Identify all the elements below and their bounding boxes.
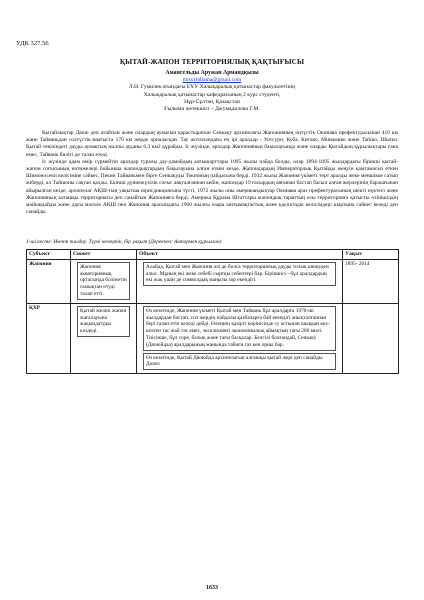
cell-subject: Жапония <box>27 259 71 303</box>
object-box: Алайда, Қытай мен Жапония әлі де болса территориялық дауды толық шешуден алыс. Мұның екі жеке себебі сыртқы себептері бар. Біріншісі - бұл аралдардың екі жақ үшін де символдық маңызы зор екендігі. <box>143 262 336 286</box>
plot-box: Жапония акваториянық ортасында болінетін сызықтан өтуді талап етті. <box>77 262 130 300</box>
header-subject: Субъект <box>27 250 71 260</box>
author-block <box>0 70 424 113</box>
paragraph-1: Қытайлықтар Дяою деп атайтын және олардың аумағын қарастыратын Сенкаку архипелагы Жапонияның оңтүстік Окинава префектурасынан 410 км және Тайваньдан солтүстік-шығыста 170 км жерде орналасқан. Тау жотасындағы ең ірі аралдар - Уотсури, Куба, Китако, Минамико және Тайшо. Шығыс Қытай теңізіндегі дауды аумақтың жалпы ауданы 6,3 км2 құрайды. Іс жүзінде, аралдар Жапонияның бақылауында және оларды Қытайдың құрылықтары ғана емес, Тайвань билігі де талап етеді. <box>26 130 398 158</box>
header-time: Уақыт <box>343 250 399 260</box>
table-row <box>27 259 399 303</box>
table-row <box>27 303 399 373</box>
cell-time <box>343 303 399 373</box>
author-location: Нұр-Сұлтан, Қазақстан <box>184 98 240 105</box>
udk-code: УДК 327.56 <box>16 40 49 47</box>
paragraph-2: Іс жүзінде адам өмір сүрмейтін аралдар туралы дау-дамайдың алғышарттары 1895 жылы пайда болды, олар 1894-1895 жылдардағы бірінші қытай-жапон соғысының нәтижелері бойынша жапондықтардың бақылауына алған еткен кезде. Жапондардың Императорлық Қытайды жеңуін қамтамасыз еткен Шимоносеки келісіміне сәйкес, Пекин Тайваньмен бірге Сенкакуды Токионың пайдасына берді. 1932 жылы Жапония үкіметі төрт аралды жеке меншікке сатып жіберді, ал Тайшоны сақтап қалды. Екінші дүниежүзілік соғыс аяқталғаннан кейін, жапондар 19 ғасырдың аяғынан бастап басып алған жерлерінің барлығынан айырылған кезде, архипелаг АҚШ-тың уақытша юрисдикциясына түсті, 1972 жылы оны американдықтар Окинава араз префектурасының шекті нүктесі және Жапонияның алғашқы территориясы деп санайтын Жапонияға берді. Америка Құрама Штаттары жапондық тараптың осы территорияға қатысты өтінішілдің мойындайды және дауы мәселе АҚШ пен Жапония арасындағы 1960 жылғы өзара ынтымақтастық және қауіпсіздік келісімдері шартына сәйкес келеді деп санайды. <box>26 158 398 216</box>
table-caption: 1-ші кесте. Ивент талдау. Түрлі кезеңтік, бір уақыт (Дереккөз: Автормен құрылған) <box>26 239 222 245</box>
cell-plot <box>71 259 137 303</box>
cell-object <box>137 259 343 303</box>
author-affiliation-2: Халықаралық қатынастар кафедрасының 2 курс студенті, <box>143 91 281 98</box>
header-plot: Сюжет <box>71 250 137 260</box>
cell-subject: ҚХР <box>27 303 71 373</box>
author-name: Амангельды Аружан Армандқызы <box>165 70 259 76</box>
object-box-continued: Өз кезегінде, Қытай Дяоюйда архипелагын алғашқы қытай жері деп санайды. Дәлел <box>143 353 336 371</box>
table-header-row <box>27 250 399 260</box>
body-text <box>26 130 398 216</box>
object-box: Өз кезегінде, Жапония үкіметі Қытай мен Тайвань бұл аралдарға 1970-ші жылдардан бастап, сол жердің пайдалы қазбаларға бай екендігі анықталғаннан бері талап етіп келеді дейді. Өлеңнің қазіргі көрінісінде су астынан шыққан кез-келген тас жай тас емес, эксклюзивті экономикалық аймақтың тағы 200 милі. Тиісінше, бұл соре, балық және тағы басқалар. Белгілі болғандай, Сенкаку (Дяоюйдаа) аралдарының жанында табиғи газ кен орны бар. <box>143 306 336 351</box>
author-email[interactable]: miss16dlama@gmail.com <box>182 77 242 84</box>
event-analysis-table <box>26 249 399 374</box>
cell-plot <box>71 303 137 373</box>
cell-time: 1895- 2014 <box>343 259 399 303</box>
page-number: 1633 <box>206 585 218 591</box>
header-object: Объект <box>137 250 343 260</box>
author-affiliation-1: Л.Н. Гумилев атындағы ЕҰУ Халықаралық қатынастар факультетінің <box>128 84 296 91</box>
cell-object <box>137 303 343 373</box>
plot-box: Қытай желіні жапон жағалауына жақындатуды көздеді. <box>77 306 130 337</box>
author-supervisor: Ғылыми жетекшісі – Джумадилова Г.М. <box>164 106 260 113</box>
paper-title: ҚЫТАЙ-ЖАПОН ТЕРРИТОРИЯЛЫҚ ҚАҚТЫҒЫСЫ <box>119 58 305 66</box>
